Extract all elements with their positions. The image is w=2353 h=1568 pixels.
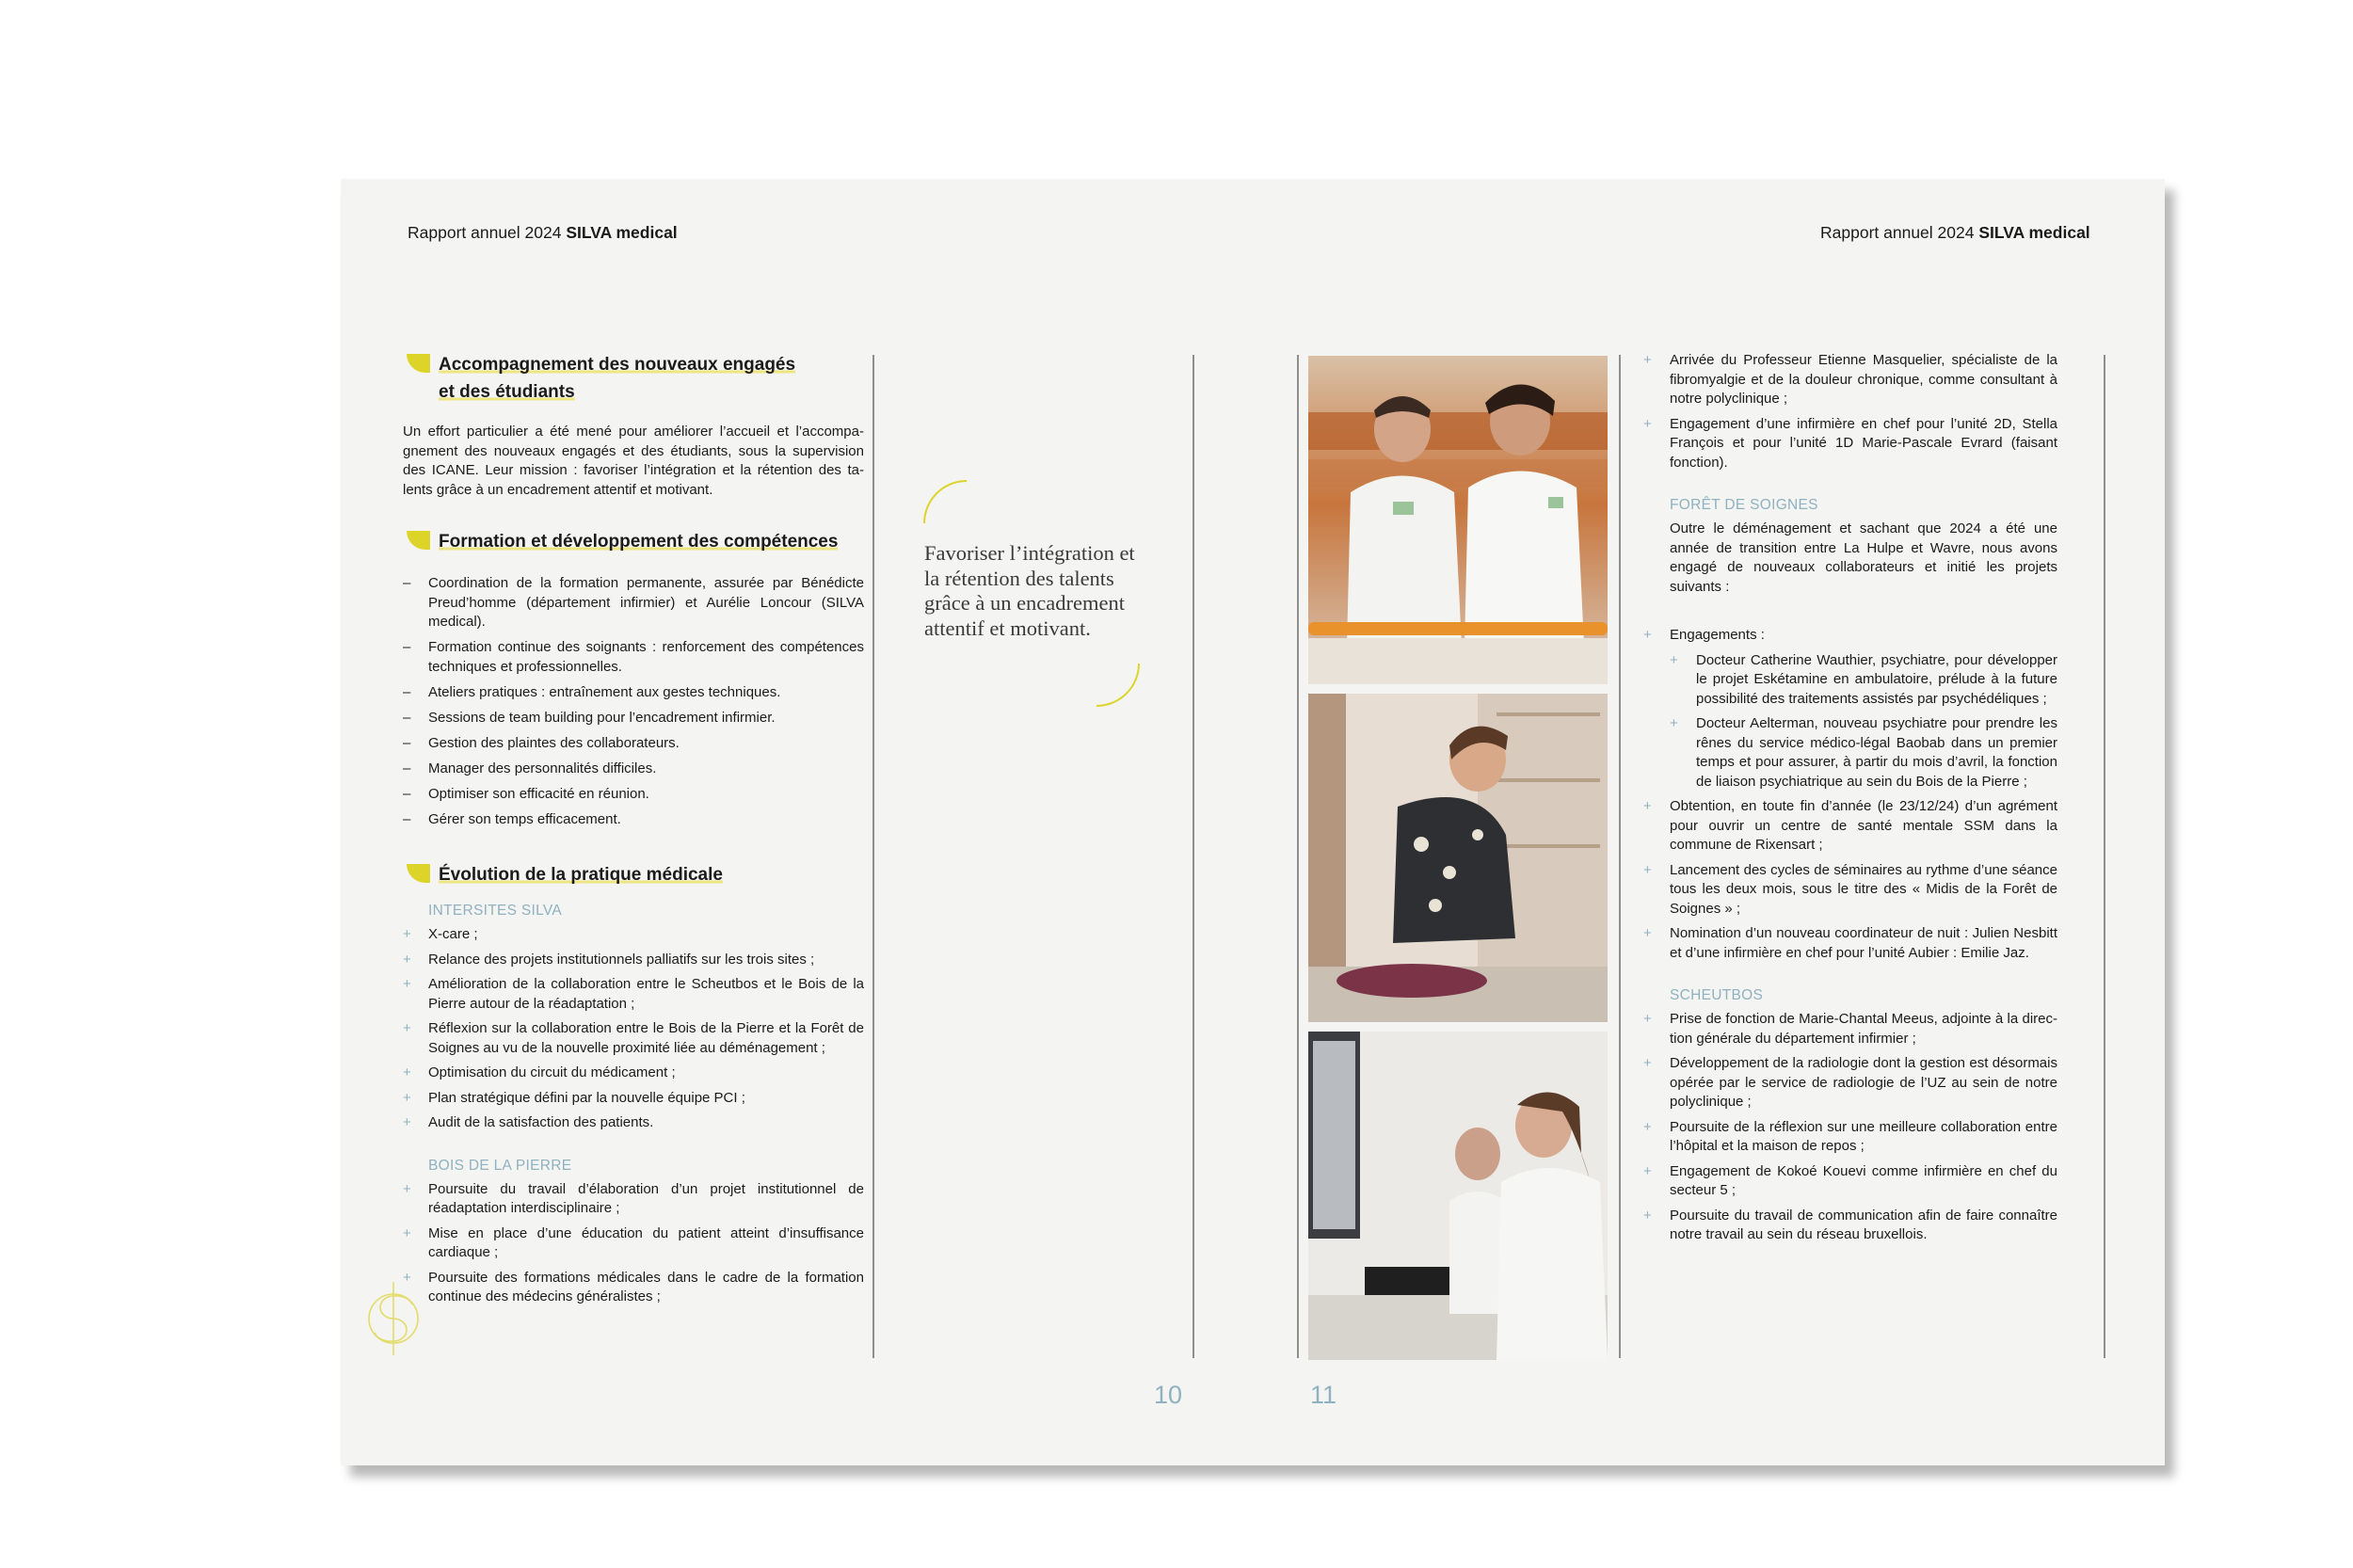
- sub-list-item: + Docteur Catherine Wauthier, psychiatre, pour développer le projet Eskétamine en ambulatoire, prélude à la future possibilité des traitements assistés par psychédéliques ;: [1670, 651, 2057, 710]
- list-item: – Gestion des plaintes des collaborateurs.: [403, 734, 864, 754]
- subheading-intersites: INTERSITES SILVA: [428, 903, 563, 919]
- intersites-list: [403, 925, 864, 1133]
- photo-two-nurses: [1308, 356, 1608, 684]
- list-item: – Formation continue des soignants : renforcement des compétences techniques et professionnelles.: [403, 638, 864, 677]
- list-item: – Gérer son temps efficacement.: [403, 810, 864, 830]
- engagements-sublist: [1670, 651, 2057, 792]
- yellow-tab-icon: [407, 864, 430, 883]
- list-item: + Engagement de Kokoé Kouevi comme infirmière en chef du secteur 5 ;: [1643, 1162, 2057, 1201]
- page-number-right: 11: [1310, 1381, 1337, 1409]
- page-number-left: 10: [1154, 1381, 1183, 1409]
- quote-open-icon: [923, 480, 967, 523]
- column-rule: [1193, 355, 1194, 1358]
- silva-seal-icon: [367, 1280, 420, 1357]
- section-heading: Accompagnement des nouveaux engagés et des étudiants: [403, 351, 864, 406]
- list-item: + Poursuite de la réflexion sur une meilleure collaboration entre l’hôpital et la maison de repos ;: [1643, 1118, 2057, 1157]
- list-item: + Prise de fonction de Marie-Chantal Meeus, adjointe à la direction générale du département infirmier ;: [1643, 1010, 2057, 1048]
- list-item: + Obtention, en toute fin d’année (le 23/12/24) d’un agrément pour ouvrir un centre de santé mentale SSM dans la commune de Rixensart ;: [1643, 797, 2057, 856]
- list-item: – Optimiser son efficacité en réunion.: [403, 785, 864, 805]
- list-item: + Développement de la radiologie dont la gestion est désormais opérée par le service de radiologie de l’UZ au sein de notre polyclinique ;: [1643, 1054, 2057, 1112]
- list-item: + Mise en place d’une éducation du patient atteint d’insuffisance cardiaque ;: [403, 1224, 864, 1263]
- list-item: + Arrivée du Professeur Etienne Masquelier, spécialiste de la fibromyalgie et de la douleur chronique, comme consultant à notre polyclinique ;: [1643, 351, 2057, 409]
- list-item: + Nomination d’un nouveau coordinateur de nuit : Julien Nesbitt et d’une infirmière en chef pour l’unité Aubier : Emilie Jaz.: [1643, 924, 2057, 963]
- right-column: [1643, 351, 2057, 1245]
- section-heading: Évolution de la pratique médicale: [403, 861, 864, 888]
- list-item: + Optimisation du circuit du médicament ;: [403, 1064, 864, 1083]
- top-list: [1643, 351, 2057, 472]
- list-item: – Manager des personnalités difficiles.: [403, 760, 864, 779]
- bois-list: [403, 1180, 864, 1307]
- column-rule: [872, 355, 874, 1358]
- list-item: + Amélioration de la collaboration entre le Scheutbos et le Bois de la Pierre autour de la réadaptation ;: [403, 975, 864, 1014]
- column-rule: [1297, 355, 1299, 1358]
- column-rule: [1619, 355, 1621, 1358]
- running-header-left: Rapport annuel 2024 SILVA medical: [408, 223, 678, 242]
- list-item: + X-care ;: [403, 925, 864, 945]
- photo-nurses-at-computer: [1308, 1032, 1608, 1360]
- list-item: + Engagements : + Docteur Catherine Wauthier, psychiatre, pour développer le projet Eskétamine en ambulatoire, prélude à la future possibilité des traitements assistés par psychédéliques ; + Docteur Aelterman, nouveau psychiatre pour prendre les rênes du service médico-légal Baobab dans un premier temps et pour assurer, à partir du mois d’avril, la fonction de liaison psychiatrique au sein du Bois de la Pierre ;: [1643, 626, 2057, 792]
- list-item: + Poursuite du travail d’élaboration d’un projet institutionnel de réadaptation interdisciplinaire ;: [403, 1180, 864, 1219]
- left-column: [403, 351, 864, 1307]
- list-item: + Réflexion sur la collaboration entre le Bois de la Pierre et la Forêt de Soignes au vu de la nouvelle proximité liée au déménagement ;: [403, 1019, 864, 1058]
- brochure-spread: [341, 179, 2165, 1465]
- training-list: [403, 574, 864, 829]
- list-item: + Relance des projets institutionnels palliatifs sur les trois sites ;: [403, 951, 864, 970]
- sub-list-item: + Docteur Aelterman, nouveau psychiatre pour prendre les rênes du service médico-légal Baobab dans un premier temps et pour assurer, à partir du mois d’avril, la fonction de liaison psychiatrique au sein du Bois de la Pierre ;: [1670, 714, 2057, 792]
- column-rule: [2104, 355, 2105, 1358]
- list-item: + Poursuite des formations médicales dans le cadre de la formation continue des médecins généralistes ;: [403, 1269, 864, 1307]
- list-item: + Poursuite du travail de communication afin de faire connaître notre travail au sein du réseau bruxellois.: [1643, 1207, 2057, 1245]
- yellow-tab-icon: [407, 354, 430, 373]
- photo-nurse-preparing: [1308, 694, 1608, 1022]
- list-item: + Audit de la satisfaction des patients.: [403, 1113, 864, 1133]
- list-item: – Coordination de la formation permanente, assurée par Bénédicte Preud’homme (département infirmier) et Aurélie Loncour (SILVA medical).: [403, 574, 864, 632]
- subheading-foret: FORÊT DE SOIGNES: [1670, 497, 1818, 513]
- yellow-tab-icon: [407, 531, 430, 550]
- running-header-right: Rapport annuel 2024 SILVA medical: [1820, 223, 2090, 242]
- pull-quote: Favoriser l’intégration et la rétention des talents grâce à un encadrement attentif et motivant.: [924, 541, 1135, 640]
- list-item: – Sessions de team building pour l’encadrement infirmier.: [403, 709, 864, 728]
- list-item: – Ateliers pratiques : entraînement aux gestes techniques.: [403, 683, 864, 703]
- subheading-scheutbos: SCHEUTBOS: [1670, 987, 1764, 1003]
- section-heading: Formation et développement des compétences: [403, 528, 864, 555]
- foret-list: [1643, 626, 2057, 963]
- subheading-bois: BOIS DE LA PIERRE: [428, 1157, 572, 1174]
- foret-intro: Outre le déménagement et sachant que 2024 a été une année de transition entre La Hulpe et Wavre, nous avons engagé de nouveaux collaborateurs et initié les projets suivants :: [1670, 520, 2057, 595]
- list-item: + Engagement d’une infirmière en chef pour l’unité 2D, Stella François et pour l’unité 1D Marie-Pascale Evrard (faisant fonction).: [1643, 415, 2057, 473]
- quote-close-icon: [1096, 664, 1140, 707]
- section-body: Un effort particulier a été mené pour améliorer l’accueil et l’accompagnement des nouveaux engagés et des étudiants, sous la supervision des ICANE. Leur mission : favoriser l’intégration et la rétention des talents grâce à un encadrement attentif et motivant.: [403, 424, 864, 498]
- list-item: + Plan stratégique défini par la nouvelle équipe PCI ;: [403, 1089, 864, 1109]
- scheutbos-list: [1643, 1010, 2057, 1245]
- list-item: + Lancement des cycles de séminaires au rythme d’une séance tous les deux mois, sous le titre des « Midis de la Forêt de Soignes » ;: [1643, 861, 2057, 920]
